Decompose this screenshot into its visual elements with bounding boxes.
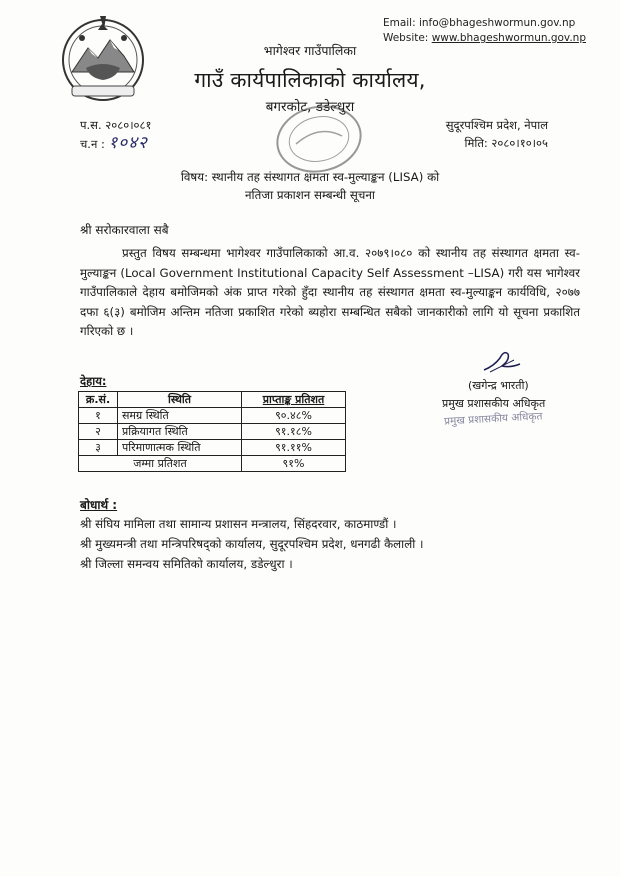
row-percent: ९०.४८%	[242, 408, 346, 424]
row-sn: ३	[79, 440, 118, 456]
row-status: समग्र स्थिति	[118, 408, 242, 424]
row-percent: ९१.११%	[242, 440, 346, 456]
signature-mark	[480, 346, 524, 376]
chalani-value: १०४२	[108, 133, 148, 153]
row-status: प्रक्रियागत स्थिति	[118, 424, 242, 440]
header-status: स्थिति	[118, 392, 242, 408]
table-total-row	[79, 456, 346, 472]
header-percent: प्राप्ताङ्क प्रतिशत	[242, 392, 346, 408]
contact-email: Email: info@bhageshwormun.gov.np	[382, 17, 576, 29]
cc-item: श्री संघिय मामिला तथा सामान्य प्रशासन मन्त्रालय, सिंहदरवार, काठमाण्डौं ।	[80, 517, 397, 531]
total-value: ९१%	[242, 456, 346, 472]
signatory-title: प्रमुख प्रशासकीय अधिकृत	[442, 397, 546, 410]
subject-block	[0, 168, 620, 204]
row-sn: २	[79, 424, 118, 440]
cc-list	[80, 514, 423, 574]
signatory-name: (खगेन्द्र भारती)	[468, 379, 529, 392]
office-address: बगरकोट, डडेल्धुरा	[265, 99, 355, 115]
office-stamp	[274, 104, 364, 174]
subject-line-2: नतिजा प्रकाशन सम्बन्धी सूचना	[245, 188, 375, 202]
header-sn: क्र.सं.	[79, 392, 118, 408]
body-paragraph: प्रस्तुत विषय सम्बन्धमा भागेश्वर गाउँपालिकाको आ.व. २०७९।०८० को स्थानीय तह संस्थागत क्षमता स्व-मुल्याङ्कन (Local Government Institutional Capacity Self Assessment –LISA) गरी यस भागेश्वर गाउँपालिकाले देहाय बमोजिमको अंक प्राप्त गरेको हुँदा स्थानीय तह संस्थागत क्षमता स्व-मुल्याङ्कन कार्यविधि, २०७७ दफा ६(३) बमोजिम अन्तिम नतिजा प्रकाशित गरेको ब्यहोरा सम्बन्धित सबैको जानकारीको लागि यो सूचना प्रकाशित गरिएको छ ।	[80, 246, 580, 338]
cc-item: श्री मुख्यमन्त्री तथा मन्त्रिपरिषद्को कार्यालय, सुदूरपश्चिम प्रदेश, धनगढी कैलाली ।	[80, 537, 424, 551]
reference-right	[446, 116, 548, 152]
signatory-stamp: प्रमुख प्रशासकीय अधिकृत	[443, 410, 543, 428]
total-label: जम्मा प्रतिशत	[79, 456, 242, 472]
province-line: सुदूरपश्चिम प्रदेश, नेपाल	[445, 118, 548, 132]
result-table	[78, 391, 346, 472]
row-sn: १	[79, 408, 118, 424]
date-line: मिति: २०८०।१०।०५	[464, 136, 548, 150]
subject-line-1: विषय: स्थानीय तह संस्थागत क्षमता स्व-मुल्याङ्कन (LISA) को	[180, 170, 440, 184]
contact-website-link[interactable]: www.bhageshwormun.gov.np	[431, 32, 586, 44]
chalani-number	[80, 134, 152, 153]
reference-left	[80, 116, 152, 153]
row-percent: ९१.१८%	[242, 424, 346, 440]
table-row	[79, 440, 346, 456]
municipality-name: भागेश्वर गाउँपालिका	[263, 43, 357, 58]
office-title: गाउँ कार्यपालिकाको कार्यालय,	[194, 68, 426, 92]
dehay-label: देहाय:	[80, 374, 107, 388]
bodhartha-label: बोधार्थ :	[80, 498, 118, 512]
addressee: श्री सरोकारवाला सबै	[80, 223, 169, 237]
chalani-label: च.न :	[80, 137, 105, 151]
patra-sankhya: प.स. २०८०।०८१	[80, 118, 152, 132]
table-row	[79, 424, 346, 440]
row-status: परिमाणात्मक स्थिति	[118, 440, 242, 456]
contact-website-label: Website:	[382, 32, 432, 44]
cc-item: श्री जिल्ला समन्वय समितिको कार्यालय, डडेल्धुरा ।	[80, 557, 293, 571]
table-header-row	[79, 392, 346, 408]
table-row	[79, 408, 346, 424]
